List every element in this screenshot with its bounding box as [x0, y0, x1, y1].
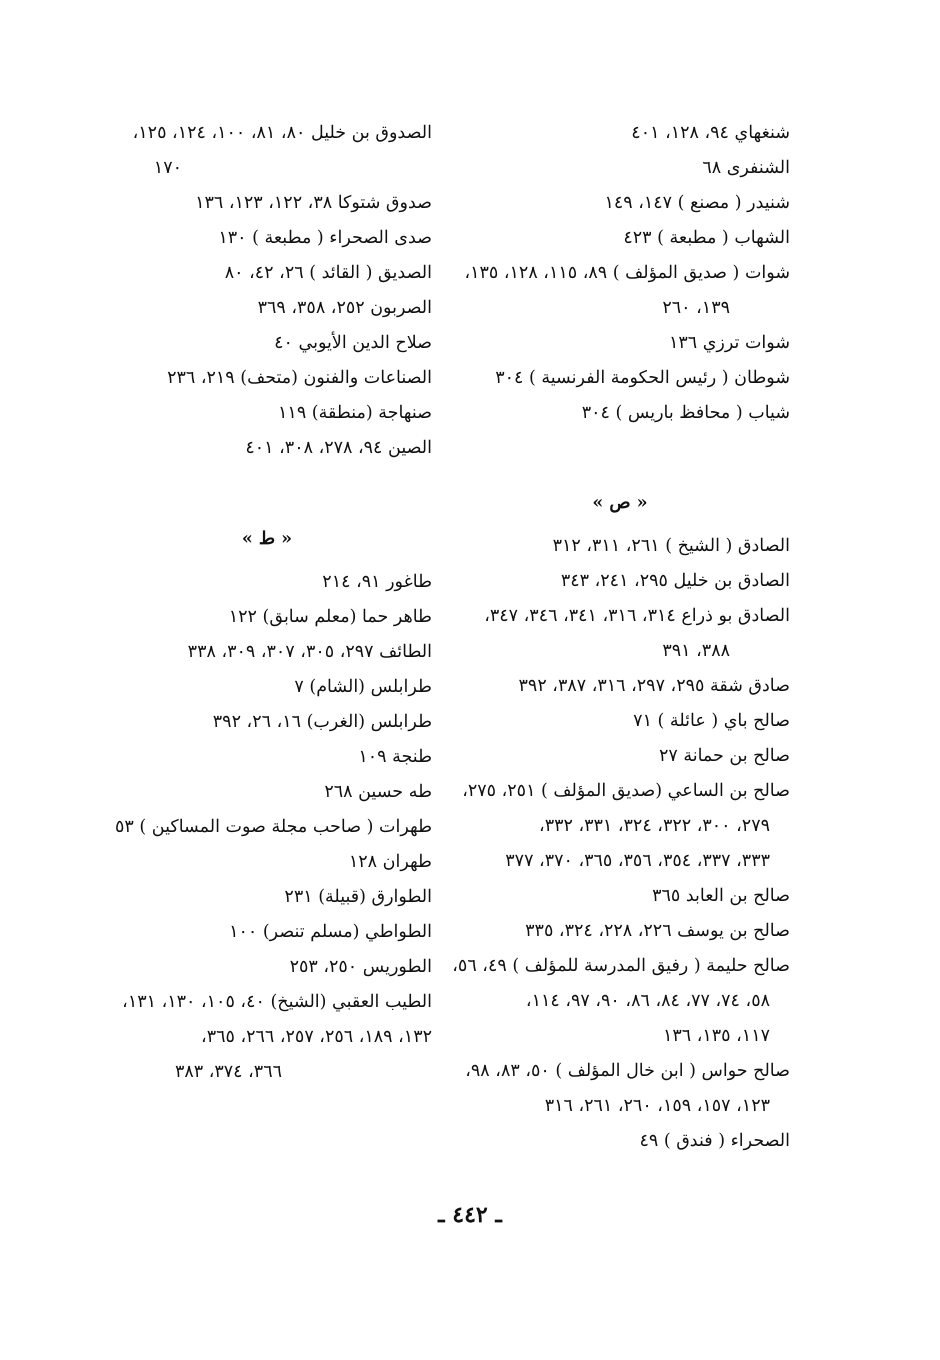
right-column	[450, 116, 790, 1159]
index-entry: صالح بن يوسف ٢٢٦، ٢٢٨، ٣٢٤، ٣٣٥	[525, 921, 790, 941]
index-entry: صالح بن العابد ٣٦٥	[652, 886, 790, 906]
index-entry: شنيدر ( مصنع ) ١٤٧، ١٤٩	[604, 193, 790, 213]
index-entry-continuation: ١١٧، ١٣٥، ١٣٦	[662, 1026, 770, 1046]
index-entry: طاغور ٩١، ٢١٤	[322, 572, 432, 592]
index-entry-continuation: ٣٣٣، ٣٣٧، ٣٥٤، ٣٥٦، ٣٦٥، ٣٧٠، ٣٧٧	[505, 851, 770, 871]
index-entry: الطواطي (مسلم تنصر) ١٠٠	[229, 922, 432, 942]
index-entry: طهران ١٢٨	[348, 852, 432, 872]
index-entry: صادق شقة ٢٩٥، ٢٩٧، ٣١٦، ٣٨٧، ٣٩٢	[518, 676, 790, 696]
index-entry: طرابلس (الغرب) ١٦، ٢٦، ٣٩٢	[212, 712, 432, 732]
index-entry: الصين ٩٤، ٢٧٨، ٣٠٨، ٤٠١	[245, 438, 432, 458]
index-entry: الصادق ( الشيخ ) ٢٦١، ٣١١، ٣١٢	[552, 536, 790, 556]
index-entry: الصناعات والفنون (متحف) ٢١٩، ٢٣٦	[167, 368, 432, 388]
index-entry: صلاح الدين الأيوبي ٤٠	[274, 333, 432, 353]
index-entry: طهرات ( صاحب مجلة صوت المساكين ) ٥٣	[115, 817, 432, 837]
index-entry: شوطان ( رئيس الحكومة الفرنسية ) ٣٠٤	[495, 368, 790, 388]
index-entry: صدوق شتوكا ٣٨، ١٢٢، ١٢٣، ١٣٦	[195, 193, 432, 213]
index-entry: الصربون ٢٥٢، ٣٥٨، ٣٦٩	[257, 298, 432, 318]
index-entry: شياب ( محافظ باريس ) ٣٠٤	[581, 403, 790, 423]
index-entry: الطائف ٢٩٧، ٣٠٥، ٣٠٧، ٣٠٩، ٣٣٨	[187, 642, 432, 662]
index-entry: الشنفرى ٦٨	[702, 158, 790, 178]
index-entry-continuation: ٢٧٩، ٣٠٠، ٣٢٢، ٣٢٤، ٣٣١، ٣٣٢،	[539, 816, 770, 836]
index-entry: صالح باي ( عائلة ) ٧١	[633, 711, 790, 731]
index-entry: صنهاجة (منطقة) ١١٩	[278, 403, 432, 423]
section-heading-sad: « ص »	[592, 493, 648, 513]
index-entry: صالح بن الساعي (صديق المؤلف ) ٢٥١، ٢٧٥،	[462, 781, 790, 801]
index-entry: الشهاب ( مطبعة ) ٤٢٣	[623, 228, 790, 248]
section-heading-ta: « ط »	[241, 529, 293, 549]
index-entry: الصادق بو ذراع ٣١٤، ٣١٦، ٣٤١، ٣٤٦، ٣٤٧،	[484, 606, 790, 626]
left-column	[102, 116, 432, 1090]
index-entry: الصادق بن خليل ٢٩٥، ٢٤١، ٣٤٣	[560, 571, 790, 591]
index-entry-continuation: ١٧٠	[153, 158, 182, 178]
index-entry: الصديق ( القائد ) ٢٦، ٤٢، ٨٠	[224, 263, 432, 283]
index-entry-continuation: ٣٨٨، ٣٩١	[662, 641, 730, 661]
index-entry-continuation: ١٢٣، ١٥٧، ١٥٩، ٢٦٠، ٢٦١، ٣١٦	[544, 1096, 770, 1116]
index-entry: صدى الصحراء ( مطبعة ) ١٣٠	[218, 228, 432, 248]
index-entry: الطوريس ٢٥٠، ٢٥٣	[289, 957, 432, 977]
index-entry: شوات ترزي ١٣٦	[668, 333, 790, 353]
index-entry-continuation: ١٣٢، ١٨٩، ٢٥٦، ٢٥٧، ٢٦٦، ٣٦٥،	[201, 1027, 432, 1047]
index-entry-continuation: ٥٨، ٧٤، ٧٧، ٨٤، ٨٦، ٩٠، ٩٧، ١١٤،	[525, 991, 770, 1011]
index-entry: الطيب العقبي (الشيخ) ٤٠، ١٠٥، ١٣٠، ١٣١،	[122, 992, 432, 1012]
index-entry: طنجة ١٠٩	[358, 747, 432, 767]
index-entry: طه حسين ٢٦٨	[324, 782, 432, 802]
index-entry: شوات ( صديق المؤلف ) ٨٩، ١١٥، ١٢٨، ١٣٥،	[464, 263, 790, 283]
index-entry: طاهر حما (معلم سابق) ١٢٢	[228, 607, 432, 627]
index-entry: طرابلس (الشام) ٧	[294, 677, 432, 697]
index-entry-continuation: ١٣٩، ٢٦٠	[662, 298, 730, 318]
index-entry: الصحراء ( فندق ) ٤٩	[639, 1131, 790, 1151]
index-entry: صالح حليمة ( رفيق المدرسة للمؤلف ) ٤٩، ٥٦،	[452, 956, 790, 976]
index-entry: صالح حواس ( ابن خال المؤلف ) ٥٠، ٨٣، ٩٨،	[465, 1061, 790, 1081]
index-entry: شنغهاي ٩٤، ١٢٨، ٤٠١	[631, 123, 790, 143]
page-number: ـ ٤٤٢ ـ	[438, 1202, 502, 1228]
index-entry-continuation: ٣٦٦، ٣٧٤، ٣٨٣	[174, 1062, 282, 1082]
index-entry: صالح بن حمانة ٢٧	[658, 746, 790, 766]
index-entry: الطوارق (قبيلة) ٢٣١	[284, 887, 432, 907]
index-entry: الصدوق بن خليل ٨٠، ٨١، ١٠٠، ١٢٤، ١٢٥،	[132, 123, 432, 143]
